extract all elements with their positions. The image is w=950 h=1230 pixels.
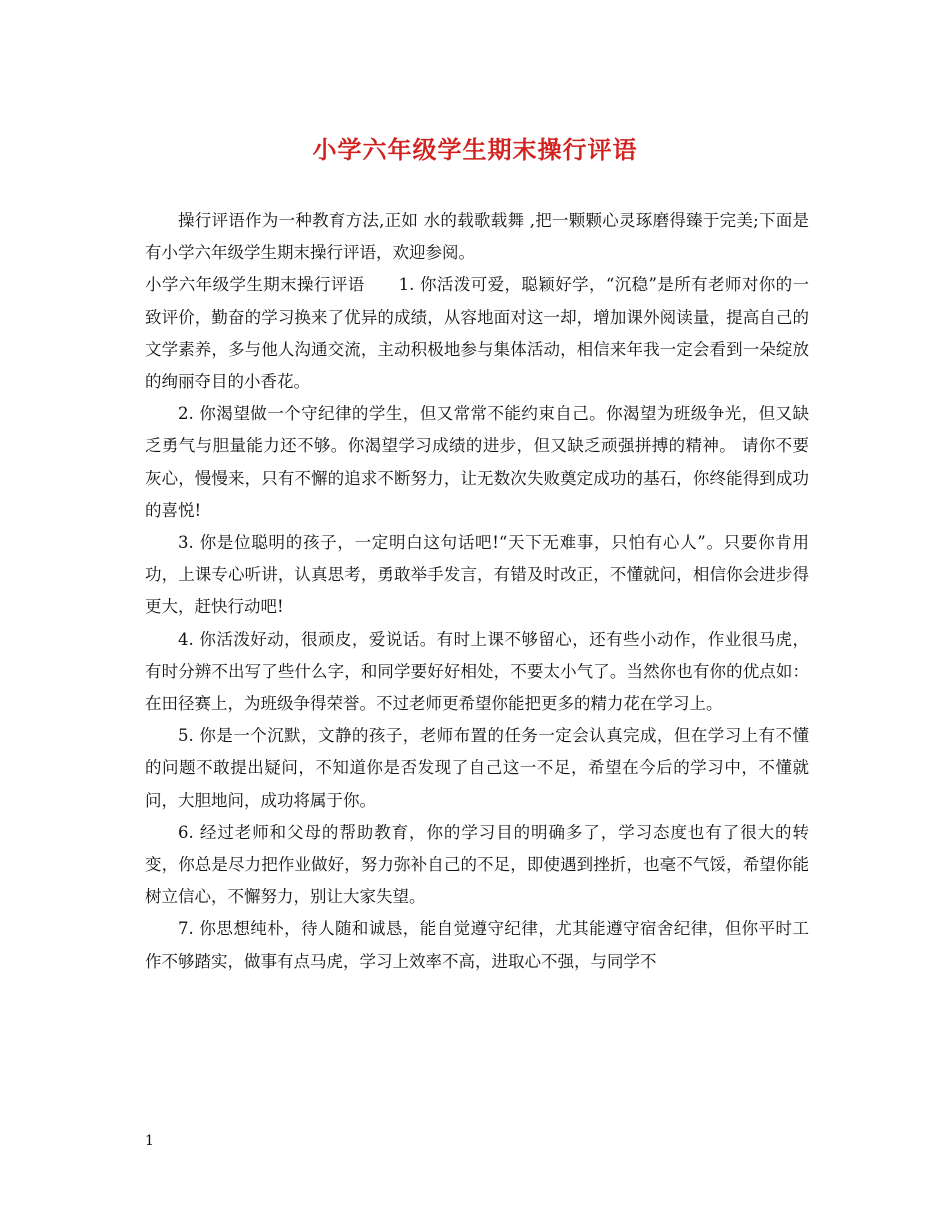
- intro-paragraph: 操行评语作为一种教育方法,正如 水的载歌载舞 ,把一颗颗心灵琢磨得臻于完美;下面是有小学六年级学生期末操行评语，欢迎参阅。: [145, 211, 809, 263]
- comment-item-4: 4. 你活泼好动，很顽皮，爱说话。有时上课不够留心，还有些小动作，作业很马虎，有时分辨不出写了些什么字，和同学要好好相处，不要太小气了。当然你也有你的优点如：在田径赛上，为班级争得荣誉。不过老师更希望你能把更多的精力花在学习上。: [145, 629, 809, 714]
- section-heading: 小学六年级学生期末操行评语: [145, 275, 365, 295]
- comment-item-7: 7. 你思想纯朴，待人随和诚恳，能自觉遵守纪律，尤其能遵守宿舍纪律，但你平时工作不够踏实，做事有点马虎，学习上效率不高，进取心不强，与同学不: [145, 919, 809, 971]
- document-body: [145, 205, 809, 978]
- document-title: 小学六年级学生期末操行评语: [312, 135, 638, 164]
- first-comment-paragraph: [145, 269, 809, 398]
- comment-item-5: 5. 你是一个沉默，文静的孩子，老师布置的任务一定会认真完成，但在学习上有不懂的问题不敢提出疑问，不知道你是否发现了自己这一不足，希望在今后的学习中，不懂就问，大胆地问，成功将属于你。: [145, 726, 809, 810]
- comment-item-6: 6. 经过老师和父母的帮助教育，你的学习目的明确多了，学习态度也有了很大的转变，你总是尽力把作业做好，努力弥补自己的不足，即使遇到挫折，也毫不气馁，希望你能树立信心，不懈努力，别让大家失望。: [145, 822, 809, 907]
- comment-item-3: 3. 你是位聪明的孩子，一定明白这句话吧!“天下无难事，只怕有心人”。只要你肯用功，上课专心听讲，认真思考，勇敢举手发言，有错及时改正，不懂就问，相信你会进步得更大，赶快行动吧!: [145, 533, 809, 617]
- comment-item-1: 1. 你活泼可爱，聪颖好学，“沉稳”是所有老师对你的一致评价，勤奋的学习换来了优异的成绩，从容地面对这一却，增加课外阅读量，提高自己的文学素养，多与他人沟通交流，主动积极地参与集体活动，相信来年我一定会看到一朵绽放的绚丽夺目的小香花。: [145, 275, 810, 392]
- comment-item-2: 2. 你渴望做一个守纪律的学生，但又常常不能约束自己。你渴望为班级争光，但又缺乏勇气与胆量能力还不够。你渴望学习成绩的进步，但又缺乏顽强拼搏的精神。 请你不要灰心，慢慢来，只有不懈的追求不断努力，让无数次失败奠定成功的基石，你终能得到成功的喜悦!: [145, 404, 809, 520]
- page-number: 1: [145, 1133, 154, 1149]
